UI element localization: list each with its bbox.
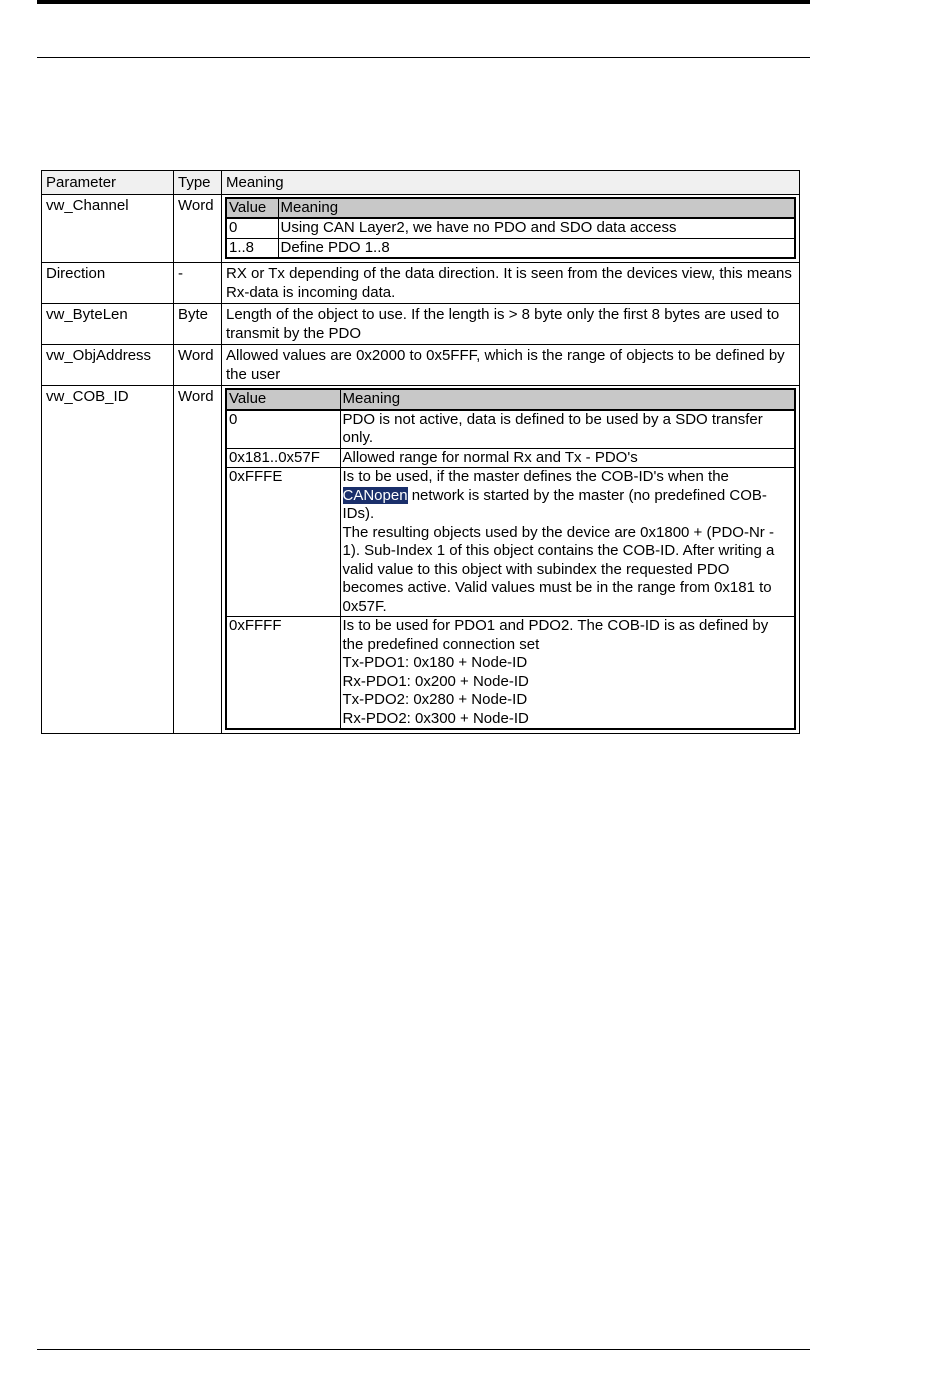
- sub-row: [226, 410, 795, 449]
- sub-meaning: Define PDO 1..8: [278, 238, 795, 258]
- table-row: [42, 345, 800, 386]
- meaning-line: Tx-PDO1: 0x180 + Node-ID: [342, 654, 528, 671]
- meaning-paragraph: [343, 468, 793, 524]
- sub-meaning: Allowed range for normal Rx and Tx - PDO's: [340, 448, 795, 468]
- meaning-text: Is to be used, if the master defines the COB-ID's when the: [342, 468, 729, 485]
- sub-value: 0: [226, 410, 340, 449]
- sub-value: 0xFFFE: [226, 468, 340, 617]
- param-meaning: RX or Tx depending of the data direction. It is seen from the devices view, this means Rx-data is incoming data.: [222, 263, 800, 304]
- sub-header-value: Value: [226, 389, 340, 410]
- table-row: [42, 194, 800, 263]
- sub-meaning: Using CAN Layer2, we have no PDO and SDO data access: [278, 218, 795, 238]
- table-row: [42, 263, 800, 304]
- table-row: [42, 386, 800, 734]
- meaning-text: network is started by the master (no predefined COB-IDs).: [342, 486, 767, 522]
- meaning-line: Tx-PDO2: 0x280 + Node-ID: [342, 691, 528, 708]
- sub-row: [226, 218, 795, 238]
- sub-header-meaning: Meaning: [340, 389, 795, 410]
- param-name: vw_ObjAddress: [42, 345, 174, 386]
- sub-header-row: [226, 198, 795, 219]
- param-name: vw_Channel: [42, 194, 174, 263]
- sub-value: 0xFFFF: [226, 617, 340, 730]
- sub-header-value: Value: [226, 198, 278, 219]
- param-meaning: [222, 194, 800, 263]
- param-meaning: Length of the object to use. If the length is > 8 byte only the first 8 bytes are used to transmit by the PDO: [222, 304, 800, 345]
- header-rule: [37, 57, 810, 58]
- sub-meaning: [340, 617, 795, 730]
- sub-row: [226, 617, 795, 730]
- sub-row: [226, 238, 795, 258]
- sub-row: [226, 468, 795, 617]
- param-type: Byte: [174, 304, 222, 345]
- parameter-table: [41, 170, 800, 734]
- param-type: Word: [174, 386, 222, 734]
- sub-row: [226, 448, 795, 468]
- table-row: [42, 304, 800, 345]
- meaning-line: Rx-PDO2: 0x300 + Node-ID: [342, 709, 529, 727]
- sub-header-row: [226, 389, 795, 410]
- sub-value: 0: [226, 218, 278, 238]
- sub-header-meaning: Meaning: [278, 198, 795, 219]
- param-type: Word: [174, 194, 222, 263]
- page-top-rule: [37, 0, 810, 4]
- header-type: Type: [174, 171, 222, 195]
- header-meaning: Meaning: [222, 171, 800, 195]
- param-meaning: Allowed values are 0x2000 to 0x5FFF, which is the range of objects to be defined by the user: [222, 345, 800, 386]
- meaning-paragraph: The resulting objects used by the device are 0x1800 + (PDO-Nr - 1). Sub-Index 1 of this object contains the COB-ID. After writing a valid value to this object with subindex the requested PDO becomes active. Valid values must be in the range from 0x181 to 0x57F.: [342, 523, 775, 615]
- sub-value: 1..8: [226, 238, 278, 258]
- meaning-line: Is to be used for PDO1 and PDO2. The COB-ID is as defined by the predefined connection set: [342, 617, 769, 653]
- sub-value: 0x181..0x57F: [226, 448, 340, 468]
- sub-meaning: [340, 468, 795, 617]
- param-type: Word: [174, 345, 222, 386]
- param-type: -: [174, 263, 222, 304]
- table-header-row: [42, 171, 800, 195]
- highlighted-term: CANopen: [342, 486, 408, 504]
- param-name: Direction: [42, 263, 174, 304]
- footer-rule: [37, 1349, 810, 1350]
- meaning-line: Rx-PDO1: 0x200 + Node-ID: [342, 672, 529, 690]
- param-meaning: [222, 386, 800, 734]
- channel-values-table: [225, 197, 796, 260]
- param-name: vw_COB_ID: [42, 386, 174, 734]
- sub-meaning: PDO is not active, data is defined to be used by a SDO transfer only.: [340, 410, 795, 449]
- cobid-values-table: [225, 388, 796, 730]
- param-name: vw_ByteLen: [42, 304, 174, 345]
- header-parameter: Parameter: [42, 171, 174, 195]
